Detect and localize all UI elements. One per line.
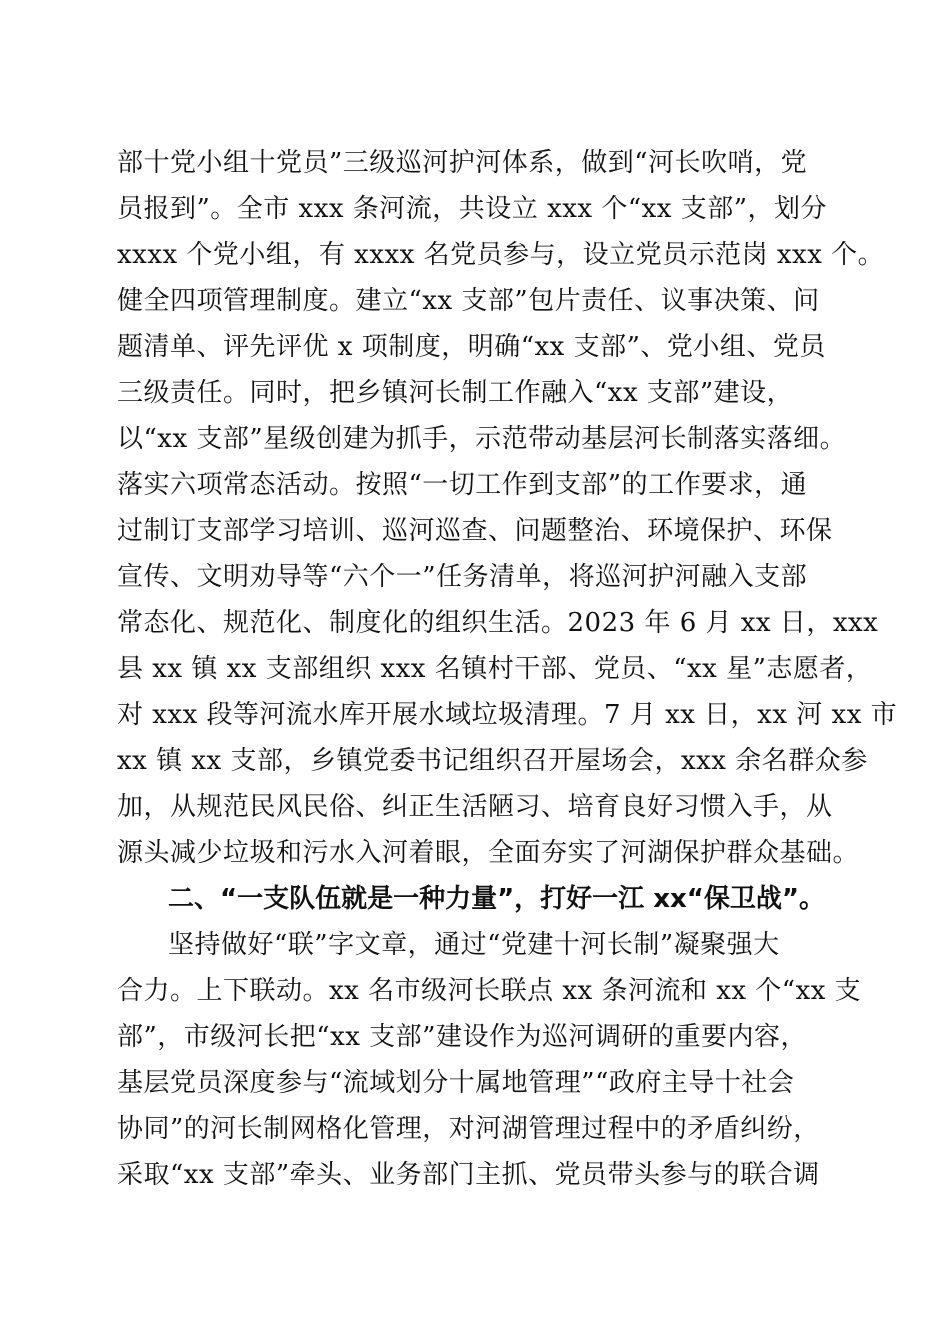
body-line: xxxx 个党小组，有 xxxx 名党员参与，设立党员示范岗 xxx 个。 (117, 240, 885, 270)
body-line: xx 镇 xx 支部，乡镇党委书记组织召开屋场会，xxx 余名群众参 (117, 746, 868, 776)
body-line: 对 xxx 段等河流水库开展水域垃圾清理。7 月 xx 日，xx 河 xx 市 (117, 700, 898, 730)
body-line: 加，从规范民风民俗、纠正生活陋习、培育良好习惯入手，从 (117, 792, 833, 822)
body-line: 宣传、文明劝导等“六个一”任务清单，将巡河护河融入支部 (117, 562, 808, 592)
section-heading: 二、“一支队伍就是一种力量”，打好一江 xx“保卫战”。 (168, 884, 825, 914)
body-line: 县 xx 镇 xx 支部组织 xxx 名镇村干部、党员、“xx 星”志愿者， (117, 654, 873, 684)
body-line: 部”，市级河长把“xx 支部”建设作为巡河调研的重要内容， (117, 1022, 807, 1052)
body-line: 以“xx 支部”星级创建为抓手，示范带动基层河长制落实落细。 (117, 424, 847, 454)
body-line: 常态化、规范化、制度化的组织生活。2023 年 6 月 xx 日，xxx (117, 608, 879, 638)
body-line: 基层党员深度参与“流域划分十属地管理”“政府主导十社会 (117, 1068, 795, 1098)
body-line: 部十党小组十党员”三级巡河护河体系，做到“河长吹哨，党 (117, 148, 808, 178)
body-line: 源头减少垃圾和污水入河着眼，全面夯实了河湖保护群众基础。 (117, 838, 860, 868)
body-line: 采取“xx 支部”牵头、业务部门主抓、党员带头参与的联合调 (117, 1160, 820, 1190)
body-line: 合力。上下联动。xx 名市级河长联点 xx 条河流和 xx 个“xx 支 (117, 976, 862, 1006)
body-line: 坚持做好“联”字文章，通过“党建十河长制”凝聚强大 (168, 930, 780, 960)
body-line: 协同”的河长制网格化管理，对河湖管理过程中的矛盾纠纷， (117, 1114, 820, 1144)
body-line: 健全四项管理制度。建立“xx 支部”包片责任、议事决策、问 (117, 286, 820, 316)
body-line: 题清单、评先评优 x 项制度，明确“xx 支部”、党小组、党员 (117, 332, 826, 362)
body-line: 员报到”。全市 xxx 条河流，共设立 xxx 个“xx 支部”，划分 (117, 194, 828, 224)
body-line: 落实六项常态活动。按照“一切工作到支部”的工作要求，通 (117, 470, 808, 500)
body-line: 三级责任。同时，把乡镇河长制工作融入“xx 支部”建设， (117, 378, 794, 408)
body-line: 过制订支部学习培训、巡河巡查、问题整治、环境保护、环保 (117, 516, 833, 546)
